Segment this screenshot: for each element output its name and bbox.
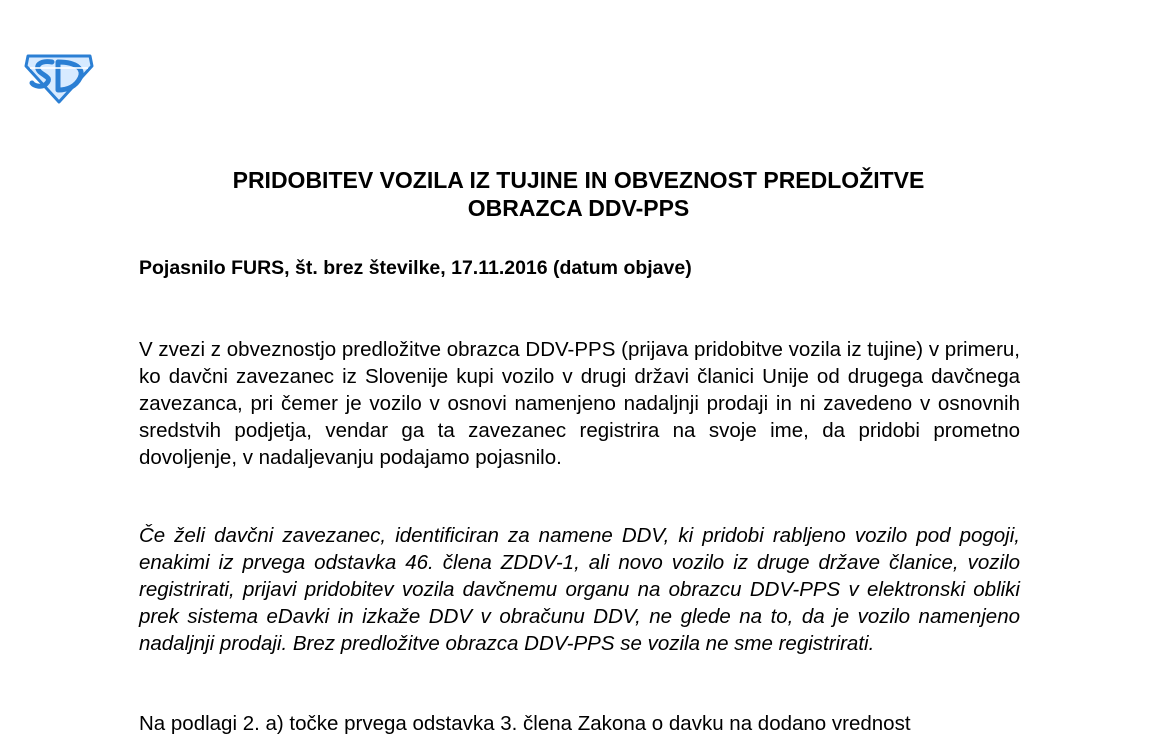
title-line-2: OBRAZCA DDV-PPS <box>467 195 690 221</box>
document-subtitle: Pojasnilo FURS, št. brez številke, 17.11.2016 (datum objave) <box>139 257 692 279</box>
paragraph-explanation: Če želi davčni zavezanec, identificiran za namene DDV, ki pridobi rabljeno vozilo pod pogoji, enakimi iz prvega odstavka 46. člena ZDDV-1, ali novo vozilo iz druge države članice, vozilo registrirati, prijavi pridobitev vozila davčnemu organu na obrazcu DDV-PPS v elektronski obliki prek sistema eDavki in izkaže DDV v obračunu DDV, ne glede na to, da je vozilo namenjeno nadaljnji prodaji. Brez predložitve obrazca DDV-PPS se vozila ne sme registrirati. <box>139 524 1020 655</box>
paragraph-intro: V zvezi z obveznostjo predložitve obrazca DDV-PPS (prijava pridobitve vozila iz tujine) v primeru, ko davčni zavezanec iz Slovenije kupi vozilo v drugi državi članici Unije od drugega davčnega zavezanca, pri čemer je vozilo v osnovi namenjeno nadaljnji prodaji in ni zavedeno v osnovnih sredstvih podjetja, vendar ga ta zavezanec registrira na svoje ime, da pridobi prometno dovoljenje, v nadaljevanju podajamo pojasnilo. <box>139 338 1020 469</box>
document-title <box>120 166 1037 222</box>
company-logo-icon <box>22 50 96 104</box>
title-line-1: PRIDOBITEV VOZILA IZ TUJINE IN OBVEZNOST PREDLOŽITVE <box>232 167 925 193</box>
paragraph-legal-basis: Na podlagi 2. a) točke prvega odstavka 3. člena Zakona o davku na dodano vrednost <box>139 712 911 735</box>
